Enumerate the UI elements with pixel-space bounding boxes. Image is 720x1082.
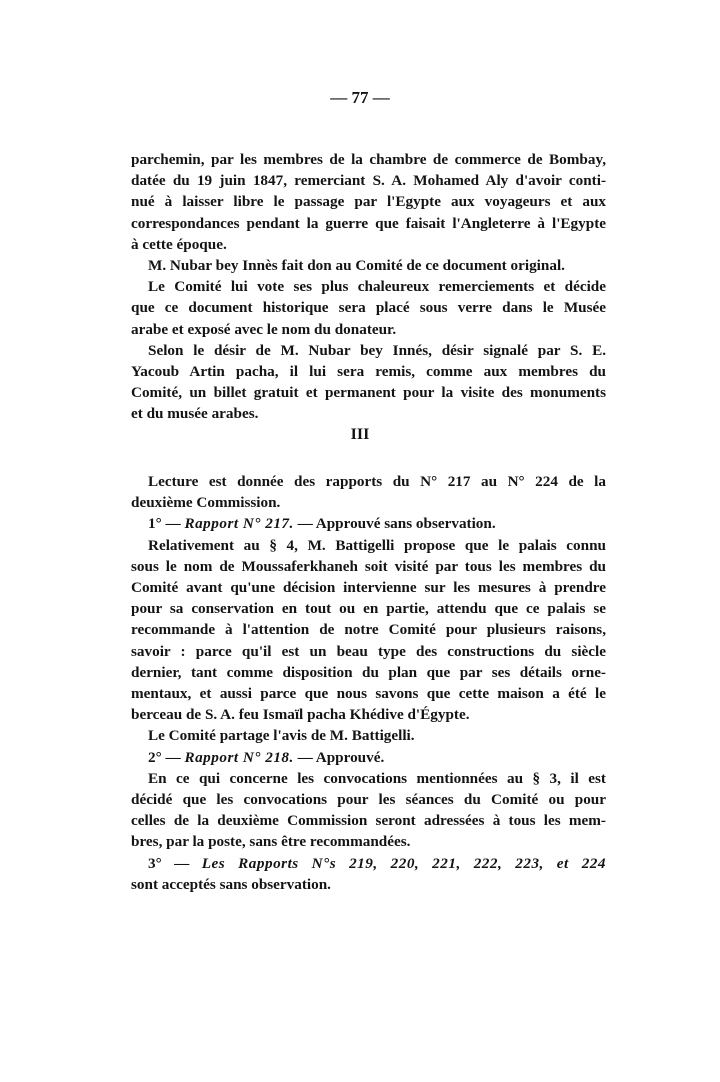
text-line — [131, 578, 606, 598]
text-segment: sont acceptés sans observation. — [131, 875, 331, 893]
text-line — [131, 811, 606, 831]
text-segment: mentaux, et aussi parce que nous savons que cette maison a été le — [131, 685, 606, 702]
text-segment: Comité avant qu'une décision intervienne sur les mesures à prendre — [131, 579, 606, 596]
text-segment: Comité, un billet gratuit et permanent pour la visite des monuments — [131, 384, 606, 402]
text-line — [131, 362, 606, 382]
text-segment: Lecture est donnée des rapports du N° 217 au N° 224 de la — [148, 473, 606, 490]
text-segment: 3° — — [148, 854, 202, 872]
text-segment: recommande à l'attention de notre Comité pour plusieurs raisons, — [131, 621, 606, 639]
text-segment: 1° — — [148, 515, 185, 533]
text-segment: Relativement au § 4, M. Battigelli propose que le palais connu — [148, 536, 606, 554]
text-segment: — Approuvé sans observation. — [293, 515, 496, 533]
text-line — [131, 150, 606, 170]
text-segment: et du musée arabes. — [131, 405, 259, 423]
text-line — [148, 256, 606, 276]
text-segment: berceau de S. A. feu Ismaïl pacha Khédive d'Égypte. — [131, 706, 470, 724]
text-segment: 2° — — [148, 748, 185, 766]
text-segment: décidé que les convocations pour les séances du Comité ou pour — [131, 791, 606, 808]
text-line — [148, 854, 606, 874]
text-line — [131, 620, 606, 640]
text-line — [131, 214, 606, 234]
text-segment: Selon le désir de M. Nubar bey Innés, désir signalé par S. E. — [148, 341, 606, 359]
text-segment: Le Comité partage l'avis de M. Battigelli. — [148, 727, 415, 745]
italic-text: Rapport N° 218. — [184, 748, 294, 766]
text-line — [131, 298, 606, 318]
text-line — [148, 472, 606, 492]
text-line — [131, 663, 606, 683]
text-line — [131, 875, 606, 895]
text-line — [131, 790, 606, 810]
text-segment: nué à laisser libre le passage par l'Egypte aux voyageurs et aux — [131, 193, 606, 211]
text-segment: En ce qui concerne les convocations mentionnées au § 3, il est — [148, 769, 606, 787]
text-line — [131, 192, 606, 212]
text-segment: parchemin, par les membres de la chambre de commerce de Bombay, — [131, 151, 606, 168]
section-heading: III — [350, 426, 370, 443]
text-line — [131, 832, 606, 852]
text-segment: que ce document historique sera placé sous verre dans le Musée — [131, 299, 606, 317]
text-line — [131, 171, 606, 191]
page-number: — 77 — — [330, 88, 390, 107]
text-line — [131, 684, 606, 704]
italic-text: Rapport N° 217. — [184, 515, 294, 533]
text-line — [148, 341, 606, 361]
text-line — [131, 705, 606, 725]
text-segment: Le Comité lui vote ses plus chaleureux remerciements et décide — [148, 278, 606, 296]
text-segment: deuxième Commission. — [131, 494, 281, 512]
text-segment: M. Nubar bey Innès fait don au Comité de ce document original. — [148, 257, 565, 274]
text-line — [148, 748, 606, 768]
text-segment: arabe et exposé avec le nom du donateur. — [131, 320, 397, 338]
text-line — [131, 404, 606, 424]
text-segment: à cette époque. — [131, 235, 227, 253]
text-segment: Yacoub Artin pacha, il lui sera remis, comme aux membres du — [131, 363, 606, 380]
text-line — [148, 514, 606, 534]
text-segment: bres, par la poste, sans être recommandées. — [131, 833, 411, 851]
text-line — [148, 726, 606, 746]
text-segment: — Approuvé. — [293, 748, 385, 766]
text-line — [131, 557, 606, 577]
text-line — [131, 235, 606, 255]
text-segment: datée du 19 juin 1847, remerciant S. A. Mohamed Aly d'avoir conti- — [131, 172, 606, 190]
text-line — [131, 493, 606, 513]
italic-text: Les Rapports N°s 219, 220, 221, 222, 223, et 224 — [201, 854, 606, 872]
text-segment: dernier, tant comme disposition du plan que par ses détails orne- — [131, 663, 606, 681]
text-line — [131, 320, 606, 340]
text-segment: celles de la deuxième Commission seront adressées à tous les mem- — [131, 812, 606, 830]
text-segment: pour sa conservation en tout ou en partie, attendu que ce palais se — [131, 600, 606, 618]
text-line — [148, 769, 606, 789]
text-line — [131, 642, 606, 662]
text-line — [131, 383, 606, 403]
text-segment: savoir : parce qu'il est un beau type des constructions du siècle — [131, 642, 606, 660]
text-segment: sous le nom de Moussaferkhaneh soit visité par tous les membres du — [131, 557, 606, 575]
text-line — [148, 536, 606, 556]
text-line — [131, 599, 606, 619]
text-line — [148, 277, 606, 297]
text-segment: correspondances pendant la guerre que faisait l'Angleterre à l'Egypte — [131, 214, 606, 232]
